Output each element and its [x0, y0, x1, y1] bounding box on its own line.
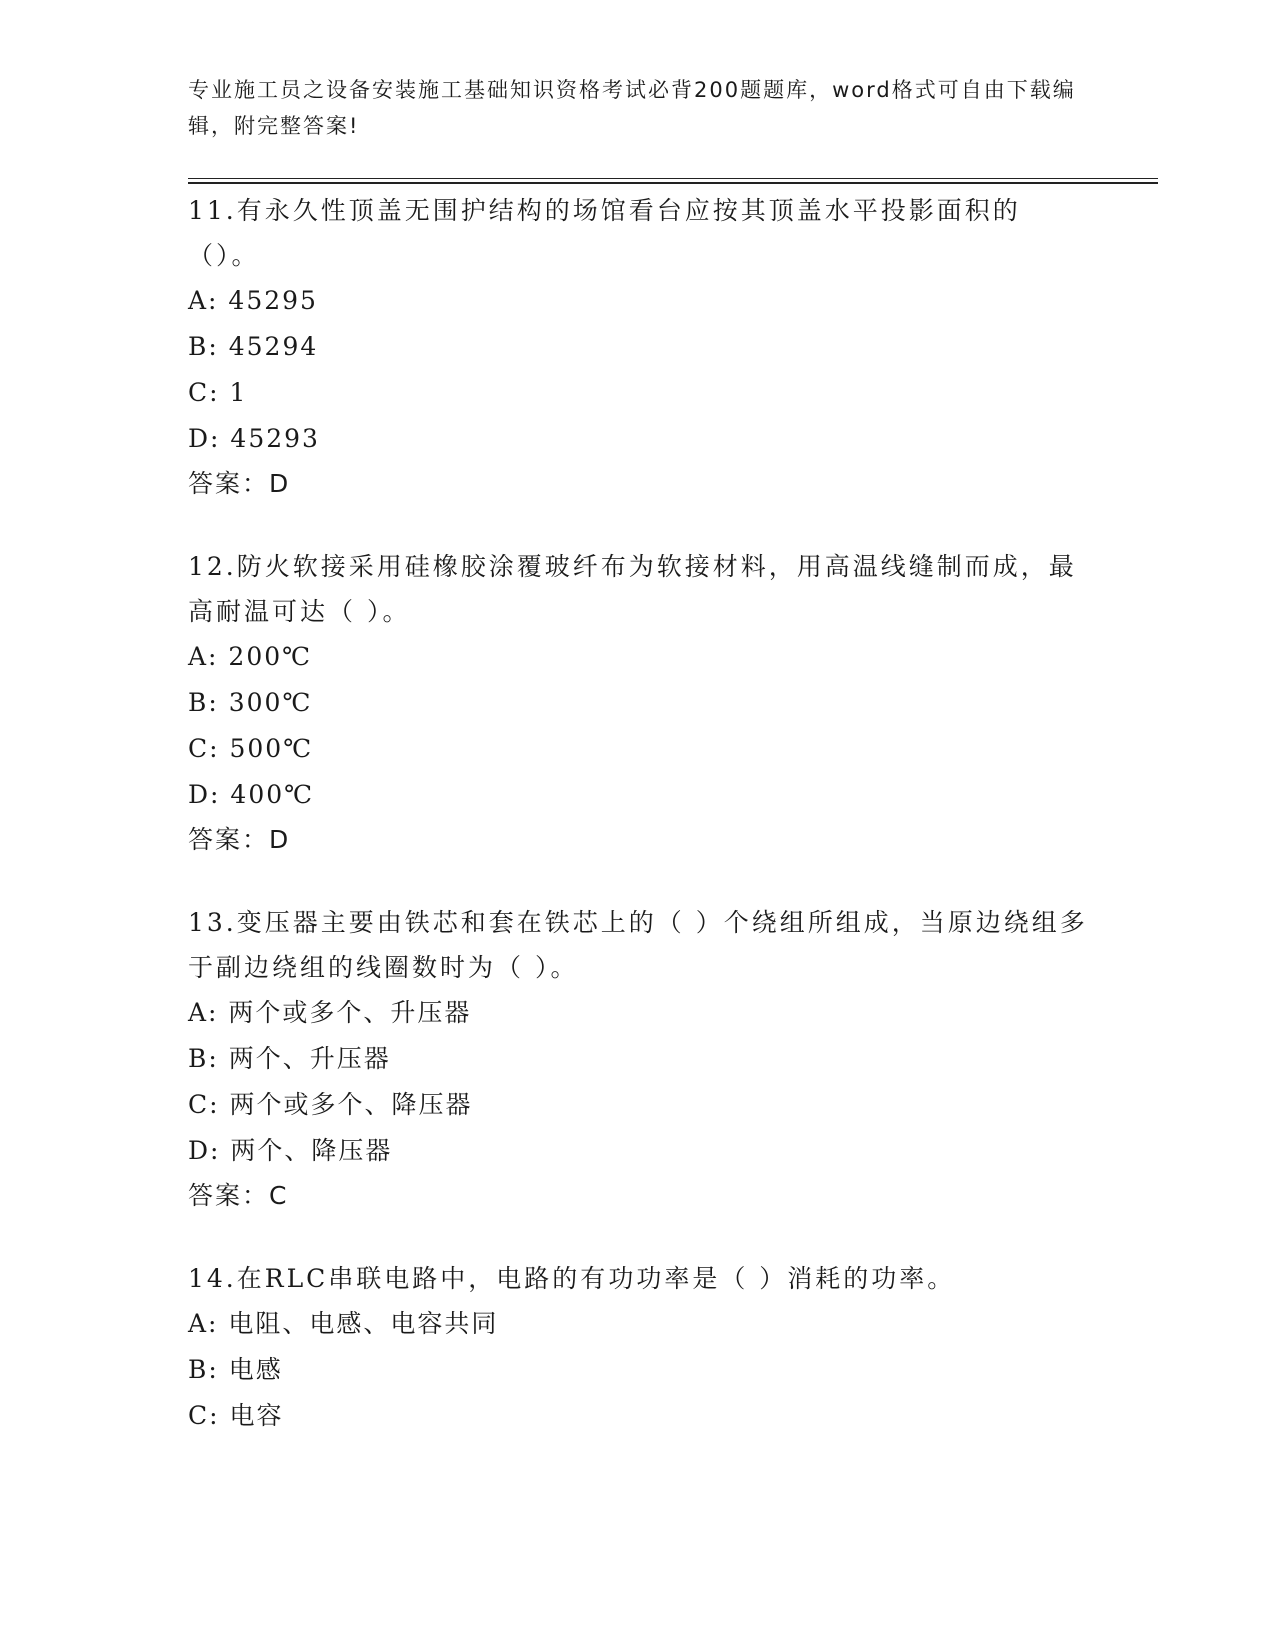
- option-c: C: 500℃: [188, 734, 314, 763]
- option-b: B: 300℃: [188, 688, 313, 717]
- question-stem: 14.在RLC串联电路中，电路的有功功率是（ ）消耗的功率。: [188, 1264, 956, 1293]
- question-14: [188, 1256, 1088, 1439]
- question-12: [188, 544, 1088, 862]
- question-11: [188, 188, 1088, 506]
- header-divider-top: [188, 178, 1158, 179]
- question-stem: 11.有永久性顶盖无围护结构的场馆看台应按其顶盖水平投影面积的（）。: [188, 196, 1021, 270]
- question-list: [188, 188, 1088, 1477]
- option-b: B: 45294: [188, 332, 319, 361]
- document-header: 专业施工员之设备安装施工基础知识资格考试必背200题题库，word格式可自由下载编辑，附完整答案!: [188, 78, 1076, 138]
- option-c: C: 电容: [188, 1401, 284, 1430]
- option-a: A: 电阻、电感、电容共同: [188, 1309, 499, 1338]
- option-a: A: 45295: [188, 286, 318, 315]
- answer-line: 答案：D: [188, 825, 291, 854]
- question-stem: 12.防火软接采用硅橡胶涂覆玻纤布为软接材料，用高温线缝制而成，最高耐温可达（ ）。: [188, 552, 1077, 626]
- option-b: B: 电感: [188, 1355, 283, 1384]
- option-a: A: 两个或多个、升压器: [188, 998, 472, 1027]
- option-c: C: 两个或多个、降压器: [188, 1090, 473, 1119]
- option-a: A: 200℃: [188, 642, 313, 671]
- question-13: [188, 900, 1088, 1218]
- answer-line: 答案：D: [188, 469, 291, 498]
- option-d: D: 两个、降压器: [188, 1136, 393, 1165]
- option-b: B: 两个、升压器: [188, 1044, 391, 1073]
- header-divider-bottom: [188, 182, 1158, 184]
- option-d: D: 45293: [188, 424, 320, 453]
- option-c: C: 1: [188, 378, 248, 407]
- question-stem: 13.变压器主要由铁芯和套在铁芯上的（ ）个绕组所组成，当原边绕组多于副边绕组的线圈数时为（ ）。: [188, 908, 1088, 982]
- option-d: D: 400℃: [188, 780, 315, 809]
- answer-line: 答案：C: [188, 1181, 289, 1210]
